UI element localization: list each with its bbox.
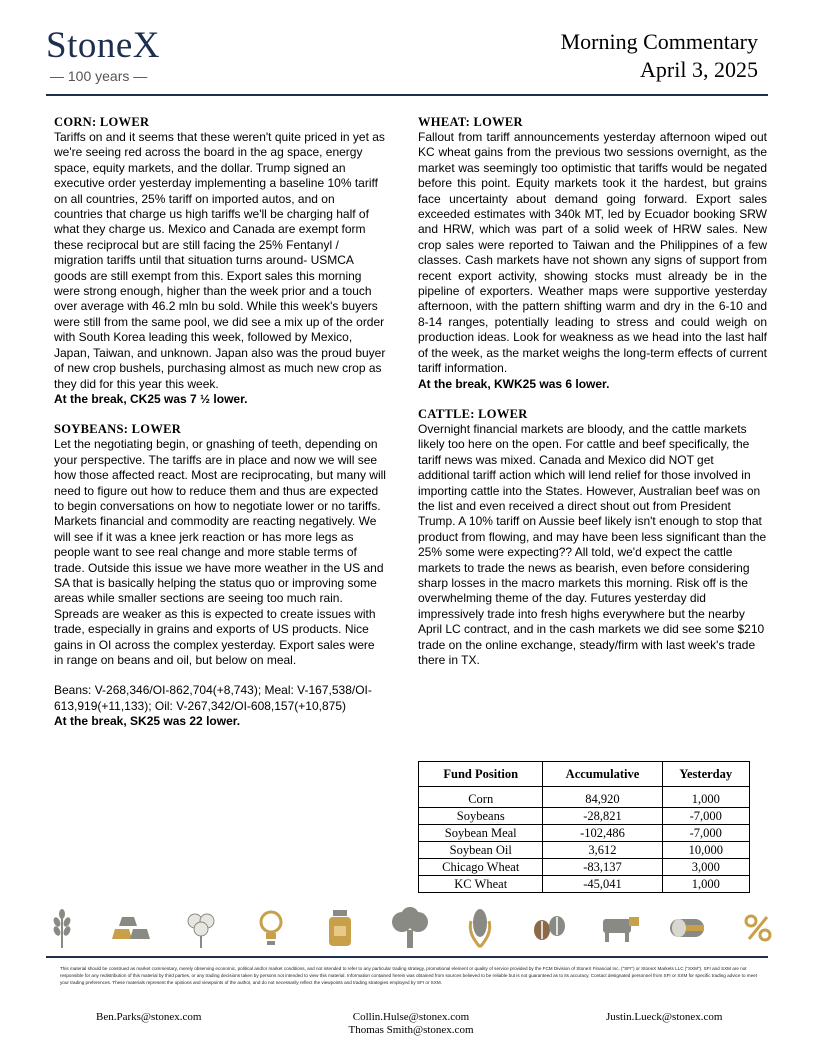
table-cell: Corn [419,787,543,808]
wheat-section [418,115,767,392]
table-cell: KC Wheat [419,876,543,893]
email-link[interactable]: Thomas Smith@stonex.com [348,1024,474,1036]
table-cell: Soybean Meal [419,825,543,842]
header-divider [46,94,768,96]
header-title-block [561,28,758,84]
table-cell: -102,486 [543,825,662,842]
table-cell: -7,000 [662,825,750,842]
footer-divider [46,956,768,958]
cattle-heading: CATTLE: LOWER [418,406,528,421]
percent-icon [736,906,780,950]
table-cell: Chicago Wheat [419,859,543,876]
table-cell: 3,612 [543,842,662,859]
cattle-section [418,407,767,669]
contact-email-right[interactable] [606,1011,722,1024]
table-cell: 1,000 [662,787,750,808]
left-column [54,115,386,730]
column-header: Yesterday [662,762,750,787]
soybeans-at-break: At the break, SK25 was 22 lower. [54,714,241,729]
table-row [419,859,750,876]
page-date: April 3, 2025 [640,57,758,82]
table-header-row [419,762,750,787]
table-cell: Soybean Oil [419,842,543,859]
contact-email-left[interactable] [96,1011,201,1024]
coffee-beans-icon [527,906,571,950]
table-cell: -7,000 [662,808,750,825]
cattle-body: Overnight financial markets are bloody, and the cattle markets likely too here on the open. For cattle and beef specifically, the tariff news was mixed. Canada and Mexico did NOT get additional tariff action which will lend relief for those involved in importing cattle into the States. However, Australian beef was on the list and even received a direct shout out from President Trump. A 10% tariff on Aussie beef likely isn't enough to stop that product from flowing, and may have been less significant than the 25% some were expecting?? All told, we'd expect the cattle markets to trade the news as bearish, even before considering sharp losses in the macro markets this morning. Risk off is the overwhelming theme of the day. Futures yesterday did impressively trade into fresh highs everywhere but the nearby April LC contract, and in the cash markets we did see some $210 trade on the online exchange, steady/firm with last week's trade there in TX. [418,421,767,667]
corn-heading: CORN: LOWER [54,115,150,129]
column-header: Fund Position [419,762,543,787]
lightbulb-icon [249,906,293,950]
table-row [419,787,750,808]
tree-icon [388,906,432,950]
table-cell: 84,920 [543,787,662,808]
right-column [418,115,767,668]
email-link[interactable]: Justin.Lueck@stonex.com [606,1011,723,1023]
soybeans-heading: SOYBEANS: LOWER [54,422,182,437]
cotton-icon [179,906,223,950]
corn-at-break: At the break, CK25 was 7 ½ lower. [54,391,248,406]
table-cell: 10,000 [662,842,750,859]
corn-section [54,115,386,407]
email-link[interactable]: Collin.Hulse@stonex.com [352,1011,470,1023]
gold-bars-icon [110,906,154,950]
table-cell: 3,000 [662,859,750,876]
stonex-logo [46,26,160,84]
table-row [419,808,750,825]
soybeans-section [54,422,386,729]
table-cell: -28,821 [543,808,662,825]
table-cell: 1,000 [662,876,750,893]
money-roll-icon [666,906,710,950]
table-row [419,876,750,893]
soybeans-body: Let the negotiating begin, or gnashing of teeth, depending on your perspective. The tariffs are in place and now we will see how those affected react. Most are reciprocating, but many will need to figure out how to reduce them and thus are expected to begin conversations on how to negotiate lower or no tariffs. Markets financial and commodity are reacting negatively. We will see if it was a knee jerk reaction or has more legs as people want to see real change and more stable terms of trade. Outside this issue we have more weather in the US and SA that is basically helping the status quo or improving some areas while smaller sections are seeing too much rain. Spreads are weaker as this is expected to create issues with trade, especially in grains and exports of US products. Nice gains in OI across the complex yesterday. Export sales were in range on beans and oil, but below on meal. [54,437,386,667]
table-row [419,842,750,859]
wheat-heading: WHEAT: LOWER [418,115,523,129]
page-title: Morning Commentary [560,29,758,54]
wheat-at-break: At the break, KWK25 was 6 lower. [418,376,610,391]
corn-icon [458,906,502,950]
email-link[interactable]: Ben.Parks@stonex.com [96,1011,202,1023]
soybeans-positions: Beans: V-268,346/OI-862,704(+8,743); Meal: V-167,538/OI-613,919(+11,133); Oil: V-267,342/OI-608,157(+10,875) [54,683,372,713]
commodity-icon-strip [40,903,780,953]
table-cell: -83,137 [543,859,662,876]
table-cell: -45,041 [543,876,662,893]
logo-wordmark: StoneX [46,25,160,66]
honey-jar-icon [318,906,362,950]
logo-tagline: — 100 years — [50,68,148,84]
column-header: Accumulative [543,762,662,787]
corn-body: Tariffs on and it seems that these weren't quite priced in yet as we're seeing red across the board in the ag space, energy space, equity markets, and the dollar. Trump signed an executive order yesterday implementing a baseline 10% tariff on all countries, 25% tariff on imported autos, and on countries that charge us high tariffs we'll be charging half of what they charge us. Mexico and Canada are exempt form these reciprocal but are still facing the 25% Fentanyl / migration tariffs until that situation turns around- USMCA goods are still exempt from this. Export sales this morning were strong enough, higher than the week prior and a touch over average with 46.2 mln bu sold. While this week's buyers were still from the same pool, we did see a mix up of the order with South Korea leading this week, followed by Mexico, Japan, Taiwan, and unknown. Japan also was the proud buyer of new crop bushels, purchasing almost as much new crop as they did for this year this week. [54,130,386,391]
table-row [419,825,750,842]
wheat-body: Fallout from tariff announcements yesterday afternoon wiped out KC wheat gains from the previous two sessions overnight, as the market was seemingly too optimistic that tariffs would be negated before this point. Equity markets took it the hardest, but grains face uncertainty about demand going forward. Export sales exceeded estimates with 340k MT, led by Ecuador booking SRW and HRW, which was part of a solid week of HRW sales. New crop sales were reported to Taiwan and the Philippines of a few classes. Cash markets have not shown any signs of support from recent export activity, showing stocks must already be in the pipeline of exporters. Weather maps were supportive yesterday afternoon, with the pattern shifting warm and dry in the 6-10 and 8-14 ranges, potentially leading to stress and could weigh on production ideas. Look for weakness as we head into the last half of the week, as the market weighs the long-term effects of current tariff information. [418,130,767,376]
wheat-icon [40,906,84,950]
table-cell: Soybeans [419,808,543,825]
legal-disclaimer: This material should be construed as market commentary, merely observing economic, political and/or market conditions, and not intended to refer to any particular trading strategy, promotional element or quality of service provided by the FCM Division of StoneX Financial Inc. ("SFI") or StoneX Markets LLC ("SXM"). SFI and SXM are not responsible for any redistribution of this material by third parties, or any trading decisions taken by persons not intended to view this material. Information contained herein was obtained from sources believed to be reliable but is not guaranteed as to its accuracy. Contact designated personnel from SFI or SXM for specific trading advice to meet your trading preferences. These materials represent the opinions and viewpoints of the author, and do not necessarily reflect the viewpoints and trading strategies employed by SFI or SXM. [60,966,758,985]
cattle-icon [597,906,641,950]
fund-position-table [418,761,750,893]
contact-email-center [346,1011,476,1037]
